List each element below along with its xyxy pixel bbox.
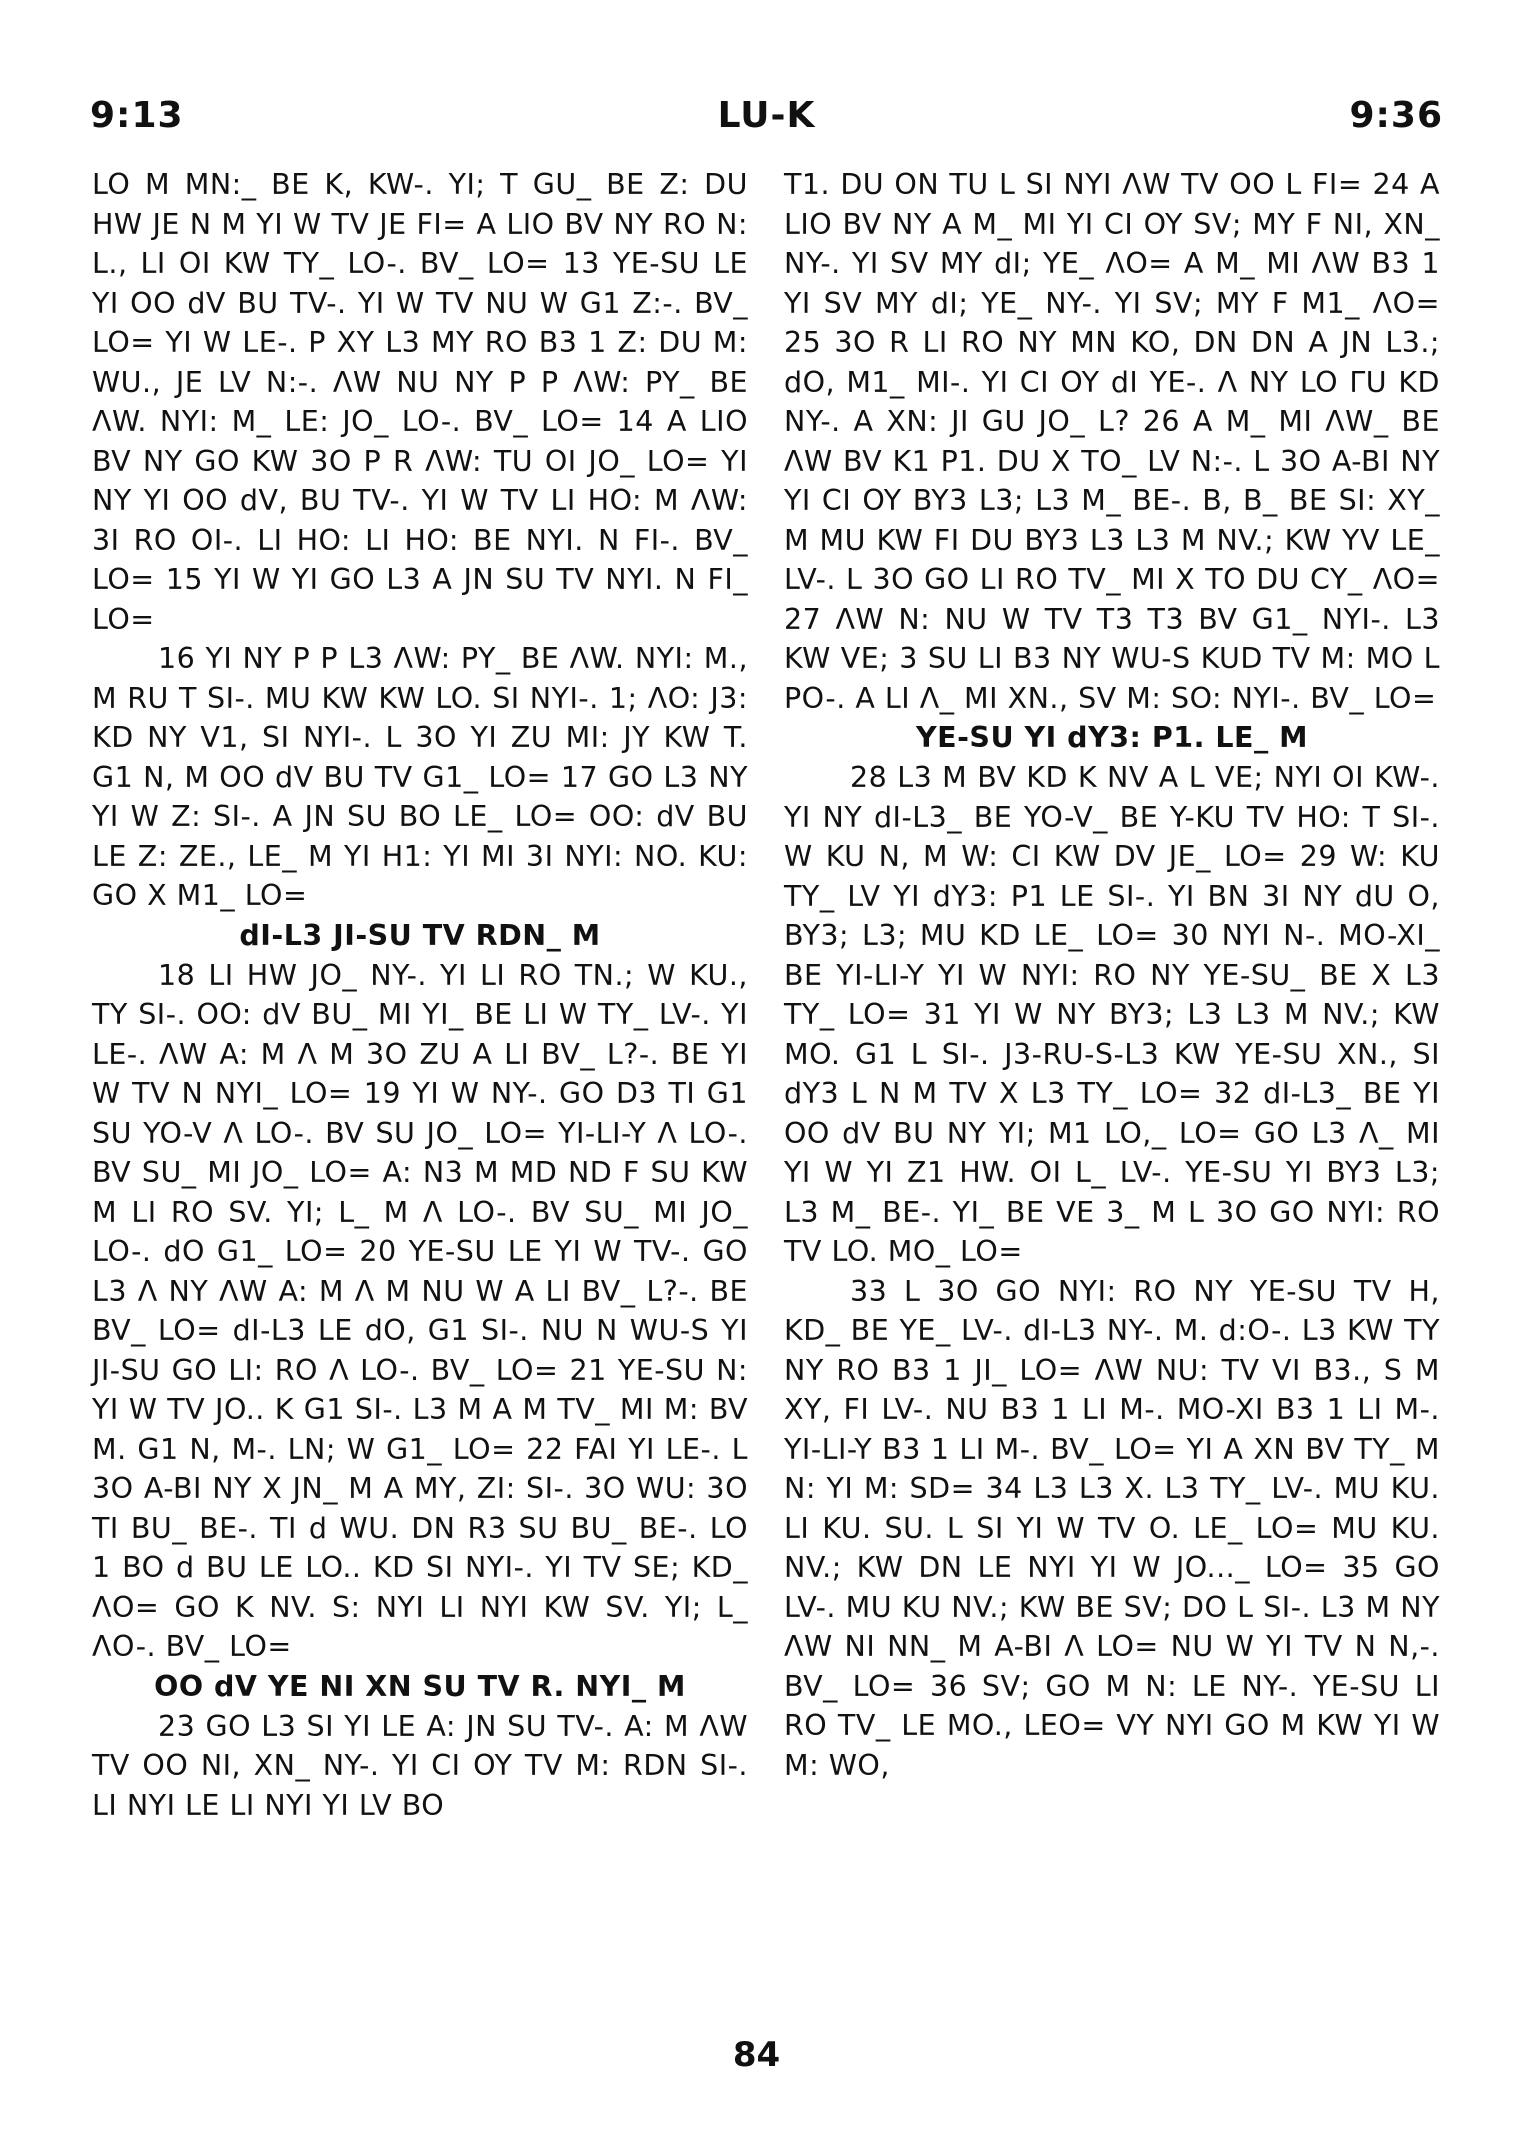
book-title: LU-K (717, 95, 816, 136)
paragraph: LO M MN:_ BE K, KW-. YI; T GU_ BE Z: DU HW JE N M YI W TV JE FI= A LIO BV NY RO N: L., LI OI KW TY_ LO-. BV_ LO= 13 YE-SU LE YI OO dV BU TV-. YI W TV NU W G1 Z:-. BV_ LO= YI W LE-. P XY L3 MY RO B3 1 Z: DU M: WU., JE LV N:-. ΛW NU NY P P ΛW: PY_ BE ΛW. NYI: M_ LE: JO_ LO-. BV_ LO= 14 A LIO BV NY GO KW 3O P R ΛW: TU OI JO_ LO= YI NY YI OO dV, BU TV-. YI W TV LI HO: M ΛW: 3I RO OI-. LI HO: LI HO: BE NYI. N FI-. BV_ LO= 15 YI W YI GO L3 A JN SU TV NYI. N FI_ LO= (92, 168, 748, 636)
section-heading: OO dV YE NI XN SU TV R. NYI_ M (154, 1669, 686, 1703)
section-heading: dI-L3 JI-SU TV RDN_ M (239, 918, 601, 952)
page-number: 84 (732, 2035, 781, 2075)
verse-range-end: 9:36 (1349, 95, 1443, 136)
paragraph: 16 YI NY P P L3 ΛW: PY_ BE ΛW. NYI: M., M RU T SI-. MU KW KW LO. SI NYI-. 1; ΛO: J3: KD NY V1, SI NYI-. L 3O YI ZU MI: JY KW T. G1 N, M OO dV BU TV G1_ LO= 17 GO L3 NY YI W Z: SI-. A JN SU BO LE_ LO= OO: dV BU LE Z: ZE., LE_ M YI H1: YI MI 3I NYI: NO. KU: GO X M1_ LO= (92, 642, 748, 912)
paragraph: 28 L3 M BV KD K NV A L VE; NYI OI KW-. YI NY dI-L3_ BE YO-V_ BE Y-KU TV HO: T SI-. W KU N, M W: CI KW DV JE_ LO= 29 W: KU TY_ LV YI dY3: P1 LE SI-. YI BN 3I NY dU O, BY3; L3; MU KD LE_ LO= 30 NYI N-. MO-XI_ BE YI-LI-Y YI W NYI: RO NY YE-SU_ BE X L3 TY_ LO= 31 YI W NY BY3; L3 L3 M NV.; KW MO. G1 L SI-. J3-RU-S-L3 KW YE-SU XN., SI dY3 L N M TV X L3 TY_ LO= 32 dI-L3_ BE YI OO dV BU NY YI; M1 LO,_ LO= GO L3 Λ_ MI YI W YI Z1 HW. OI L_ LV-. YE-SU YI BY3 L3; L3 M_ BE-. YI_ BE VE 3_ M L 3O GO NYI: RO TV LO. MO_ LO= (784, 761, 1440, 1268)
right-column (784, 165, 1440, 1785)
section-heading: YE-SU YI dY3: P1. LE_ M (915, 721, 1308, 754)
page-header (90, 95, 1443, 145)
paragraph: 18 LI HW JO_ NY-. YI LI RO TN.; W KU., TY SI-. OO: dV BU_ MI YI_ BE LI W TY_ LV-. YI LE-. ΛW A: M Λ M 3O ZU A LI BV_ L?-. BE YI W TV N NYI_ LO= 19 YI W NY-. GO D3 TI G1 SU YO-V Λ LO-. BV SU JO_ LO= YI-LI-Y Λ LO-. BV SU_ MI JO_ LO= A: N3 M MD ND F SU KW M LI RO SV. YI; L_ M Λ LO-. BV SU_ MI JO_ LO-. dO G1_ LO= 20 YE-SU LE YI W TV-. GO L3 Λ NY ΛW A: M Λ M NU W A LI BV_ L?-. BE BV_ LO= dI-L3 LE dO, G1 SI-. NU N WU-S YI JI-SU GO LI: RO Λ LO-. BV_ LO= 21 YE-SU N: YI W TV JO.. K G1 SI-. L3 M A M TV_ MI M: BV M. G1 N, M-. LN; W G1_ LO= 22 FAI YI LE-. L 3O A-BI NY X JN_ M A MY, ZI: SI-. 3O WU: 3O TI BU_ BE-. TI d WU. DN R3 SU BU_ BE-. LO 1 BO d BU LE LO.. KD SI NYI-. YI TV SE; KD_ ΛO= GO K NV. S: NYI LI NYI KW SV. YI; L_ ΛO-. BV_ LO= (92, 958, 748, 1663)
paragraph: 33 L 3O GO NYI: RO NY YE-SU TV H, KD_ BE YE_ LV-. dI-L3 NY-. M. d:O-. L3 KW TY NY RO B3 1 JI_ LO= ΛW NU: TV VI B3., S M XY, FI LV-. NU B3 1 LI M-. MO-XI B3 1 LI M-. YI-LI-Y B3 1 LI M-. BV_ LO= YI A XN BV TY_ M N: YI M: SD= 34 L3 L3 X. L3 TY_ LV-. MU KU. LI KU. SU. L SI YI W TV O. LE_ LO= MU KU. NV.; KW DN LE NYI YI W JO..._ LO= 35 GO LV-. MU KU NV.; KW BE SV; DO L SI-. L3 M NY ΛW NI NN_ M A-BI Λ LO= NU W YI TV N N,-. BV_ LO= 36 SV; GO M N: LE NY-. YE-SU LI RO TV_ LE MO., LEO= VY NYI GO M KW YI W M: WO, (784, 1274, 1440, 1782)
left-column (92, 165, 748, 1825)
verse-range-start: 9:13 (90, 95, 184, 136)
paragraph: T1. DU ON TU L SI NYI ΛW TV OO L FI= 24 A LIO BV NY A M_ MI YI CI OY SV; MY F NI, XN_ NY-. YI SV MY dI; YE_ ΛO= A M_ MI ΛW B3 1 YI SV MY dI; YE_ NY-. YI SV; MY F M1_ ΛO= 25 3O R LI RO NY MN KO, DN DN A JN L3.; dO, M1_ MI-. YI CI OY dI YE-. Λ NY LO ΓU KD NY-. A XN: JI GU JO_ L? 26 A M_ MI ΛW_ BE ΛW BV K1 P1. DU X TO_ LV N:-. L 3O A-BI NY YI CI OY BY3 L3; L3 M_ BE-. B, B_ BE SI: XY_ M MU KW FI DU BY3 L3 L3 M NV.; KW YV LE_ LV-. L 3O GO LI RO TV_ MI X TO DU CY_ ΛO= 27 ΛW N: NU W TV T3 T3 BV G1_ NYI-. L3 KW VE; 3 SU LI B3 NY WU-S KUD TV M: MO L PO-. A LI Λ_ MI XN., SV M: SO: NYI-. BV_ LO= (784, 168, 1440, 715)
paragraph: 23 GO L3 SI YI LE A: JN SU TV-. A: M ΛW TV OO NI, XN_ NY-. YI CI OY TV M: RDN SI-. LI NYI LE LI NYI YI LV BO (92, 1709, 748, 1822)
